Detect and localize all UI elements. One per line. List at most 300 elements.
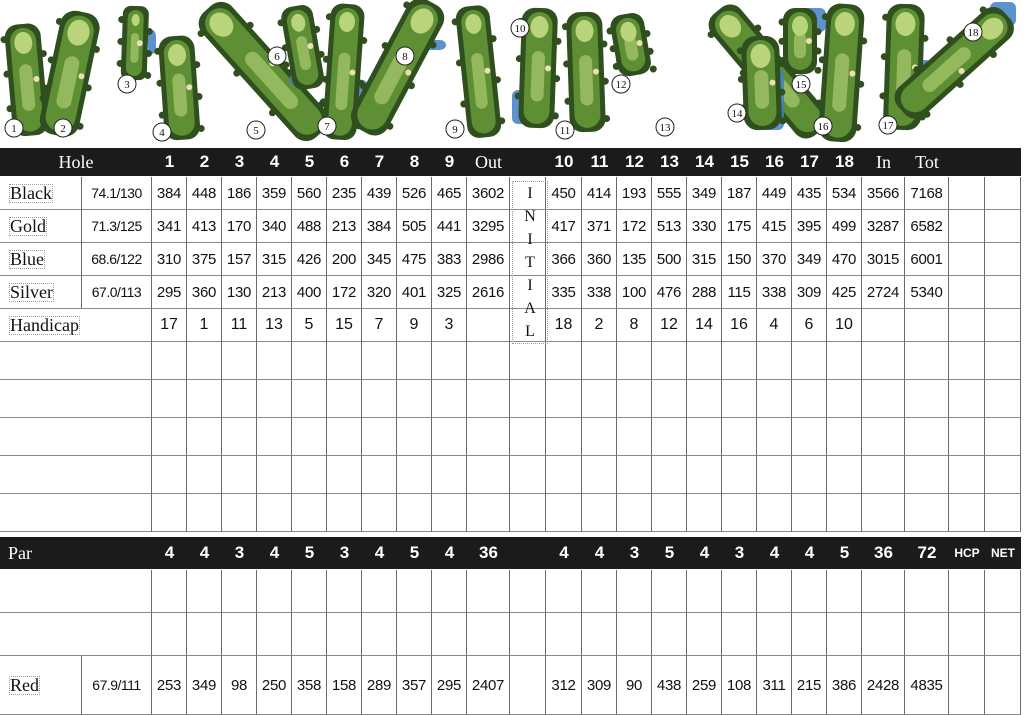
score-cell[interactable] — [397, 613, 432, 656]
score-cell[interactable] — [792, 342, 827, 380]
score-cell[interactable] — [467, 570, 510, 613]
score-cell[interactable] — [546, 418, 582, 456]
score-cell[interactable] — [222, 418, 257, 456]
score-cell[interactable] — [510, 380, 546, 418]
par-out: 36 — [467, 537, 510, 569]
score-cell[interactable] — [757, 570, 792, 613]
yardage-cell: 439 — [362, 177, 397, 210]
player-name-cell[interactable] — [0, 380, 152, 418]
score-cell[interactable] — [985, 613, 1021, 656]
yardage-cell: 200 — [327, 243, 362, 276]
hole-number-badge — [879, 116, 897, 134]
score-cell[interactable] — [222, 494, 257, 532]
player-name-cell[interactable] — [0, 342, 152, 380]
yardage-cell: 172 — [327, 276, 362, 309]
tee-name-text: Blue — [6, 247, 48, 272]
score-cell[interactable] — [432, 613, 467, 656]
yardage-cell: 108 — [722, 656, 757, 715]
score-cell[interactable] — [652, 418, 687, 456]
initial-letter: I — [527, 276, 533, 294]
par-cell: 3 — [327, 537, 362, 569]
score-cell[interactable] — [757, 418, 792, 456]
yardage-cell: 338 — [582, 276, 617, 309]
yardage-cell: 450 — [546, 177, 582, 210]
yardage-cell: 386 — [827, 656, 862, 715]
hole-number-label: 18 — [967, 27, 979, 39]
score-cell[interactable] — [862, 342, 905, 380]
score-cell[interactable] — [687, 342, 722, 380]
out-total: 2986 — [467, 243, 510, 276]
score-cell[interactable] — [862, 613, 905, 656]
score-cell[interactable] — [152, 380, 187, 418]
yardage-cell: 400 — [292, 276, 327, 309]
score-cell[interactable] — [432, 342, 467, 380]
par-tot: 72 — [905, 537, 949, 569]
hole-layout-9 — [446, 4, 507, 140]
score-cell[interactable] — [949, 380, 985, 418]
net-cell[interactable] — [985, 656, 1021, 715]
score-cell[interactable] — [617, 494, 652, 532]
score-cell[interactable] — [949, 570, 985, 613]
score-cell[interactable] — [792, 380, 827, 418]
score-cell[interactable] — [152, 494, 187, 532]
score-cell[interactable] — [722, 613, 757, 656]
score-cell[interactable] — [905, 613, 949, 656]
score-cell[interactable] — [187, 418, 222, 456]
hole-layout-11 — [556, 11, 611, 139]
score-cell[interactable] — [905, 570, 949, 613]
player-name-cell[interactable] — [0, 613, 152, 656]
tot-total: 4835 — [905, 656, 949, 715]
hole-number-label: 4 — [159, 127, 165, 139]
yardage-cell: 312 — [546, 656, 582, 715]
hole-number-header: 1 — [152, 148, 187, 176]
yardage-cell: 384 — [152, 177, 187, 210]
score-cell[interactable] — [397, 494, 432, 532]
score-cell[interactable] — [985, 570, 1021, 613]
par-cell: 4 — [792, 537, 827, 569]
yardage-cell: 187 — [722, 177, 757, 210]
hole-number-header: 10 — [546, 148, 582, 176]
score-cell[interactable] — [327, 570, 362, 613]
score-cell[interactable] — [432, 494, 467, 532]
yardage-cell: 359 — [257, 177, 292, 210]
score-cell[interactable] — [792, 456, 827, 494]
yardage-cell: 338 — [757, 276, 792, 309]
yardage-cell: 555 — [652, 177, 687, 210]
hole-number-label: 15 — [795, 79, 807, 91]
score-cell[interactable] — [652, 342, 687, 380]
score-cell[interactable] — [292, 380, 327, 418]
score-cell[interactable] — [905, 418, 949, 456]
score-cell[interactable] — [582, 494, 617, 532]
handicap-label — [0, 309, 152, 342]
score-cell[interactable] — [187, 342, 222, 380]
player-name-cell[interactable] — [0, 418, 152, 456]
score-cell[interactable] — [687, 570, 722, 613]
score-cell[interactable] — [152, 613, 187, 656]
score-cell[interactable] — [546, 456, 582, 494]
score-cell[interactable] — [722, 342, 757, 380]
handicap-cell: 13 — [257, 309, 292, 342]
score-cell[interactable] — [757, 613, 792, 656]
tee-rating-slope: 71.3/125 — [82, 210, 152, 243]
score-cell[interactable] — [827, 418, 862, 456]
score-cell[interactable] — [187, 570, 222, 613]
score-cell[interactable] — [905, 380, 949, 418]
yardage-cell: 213 — [327, 210, 362, 243]
score-cell[interactable] — [467, 380, 510, 418]
score-cell[interactable] — [827, 380, 862, 418]
yardage-cell: 370 — [757, 243, 792, 276]
hole-number-label: 2 — [60, 123, 66, 135]
score-cell[interactable] — [582, 570, 617, 613]
hole-number-header: 14 — [687, 148, 722, 176]
yardage-cell: 235 — [327, 177, 362, 210]
par-cell: 4 — [187, 537, 222, 569]
score-cell[interactable] — [510, 418, 546, 456]
score-cell[interactable] — [467, 613, 510, 656]
tot-total: 6001 — [905, 243, 949, 276]
score-cell[interactable] — [949, 456, 985, 494]
score-cell[interactable] — [257, 380, 292, 418]
initial-cell — [510, 656, 546, 715]
score-cell[interactable] — [985, 456, 1021, 494]
score-cell[interactable] — [985, 380, 1021, 418]
score-cell[interactable] — [397, 342, 432, 380]
score-cell[interactable] — [327, 456, 362, 494]
yardage-cell: 395 — [792, 210, 827, 243]
player-name-cell[interactable] — [0, 494, 152, 532]
initial-letter: T — [525, 253, 535, 271]
yardage-cell: 98 — [222, 656, 257, 715]
score-cell[interactable] — [257, 456, 292, 494]
score-cell[interactable] — [257, 613, 292, 656]
out-total: 2407 — [467, 656, 510, 715]
score-cell[interactable] — [617, 613, 652, 656]
score-cell[interactable] — [222, 570, 257, 613]
score-cell[interactable] — [546, 342, 582, 380]
score-cell[interactable] — [187, 456, 222, 494]
hole-layout-10 — [511, 7, 563, 128]
score-cell[interactable] — [467, 494, 510, 532]
yardage-cell: 90 — [617, 656, 652, 715]
score-cell[interactable] — [397, 380, 432, 418]
score-cell[interactable] — [687, 380, 722, 418]
tee-name — [0, 276, 82, 309]
score-cell[interactable] — [862, 494, 905, 532]
out-header: Out — [467, 148, 510, 176]
score-cell[interactable] — [362, 494, 397, 532]
score-cell[interactable] — [257, 570, 292, 613]
score-cell[interactable] — [757, 342, 792, 380]
handicap-cell: 2 — [582, 309, 617, 342]
score-cell[interactable] — [467, 418, 510, 456]
score-cell[interactable] — [327, 613, 362, 656]
score-cell[interactable] — [152, 342, 187, 380]
par-cell: 4 — [432, 537, 467, 569]
score-cell[interactable] — [582, 342, 617, 380]
score-cell[interactable] — [432, 456, 467, 494]
score-cell[interactable] — [722, 570, 757, 613]
net-cell[interactable] — [985, 243, 1021, 276]
yardage-cell: 476 — [652, 276, 687, 309]
tee-rating-slope: 74.1/130 — [82, 177, 152, 210]
score-cell[interactable] — [397, 570, 432, 613]
yardage-cell: 135 — [617, 243, 652, 276]
hole-number-badge — [446, 120, 464, 138]
yardage-cell: 441 — [432, 210, 467, 243]
hole-layout-4 — [153, 34, 205, 141]
yardage-cell: 349 — [187, 656, 222, 715]
score-cell[interactable] — [432, 418, 467, 456]
yardage-cell: 340 — [257, 210, 292, 243]
handicap-cell: 6 — [792, 309, 827, 342]
score-cell[interactable] — [510, 494, 546, 532]
hole-number-header: 15 — [722, 148, 757, 176]
hole-number-label: 5 — [253, 125, 259, 137]
score-cell[interactable] — [546, 380, 582, 418]
score-cell[interactable] — [292, 342, 327, 380]
score-cell[interactable] — [257, 342, 292, 380]
score-cell[interactable] — [467, 342, 510, 380]
yardage-cell: 375 — [187, 243, 222, 276]
hcp-cell[interactable] — [949, 210, 985, 243]
score-cell[interactable] — [687, 613, 722, 656]
score-cell[interactable] — [397, 418, 432, 456]
hole-number-label: 16 — [817, 121, 829, 133]
net-cell[interactable] — [985, 210, 1021, 243]
handicap-cell: 12 — [652, 309, 687, 342]
score-cell[interactable] — [862, 570, 905, 613]
hole-number-header: 4 — [257, 148, 292, 176]
tee-rating-slope: 67.0/113 — [82, 276, 152, 309]
score-cell[interactable] — [362, 380, 397, 418]
score-cell[interactable] — [467, 456, 510, 494]
score-cell[interactable] — [687, 494, 722, 532]
score-cell[interactable] — [582, 380, 617, 418]
score-cell[interactable] — [862, 418, 905, 456]
score-cell[interactable] — [257, 494, 292, 532]
par-label — [0, 537, 152, 569]
score-cell[interactable] — [722, 418, 757, 456]
score-cell[interactable] — [582, 418, 617, 456]
hole-number-label: 9 — [452, 124, 458, 136]
score-cell[interactable] — [397, 456, 432, 494]
score-cell[interactable] — [652, 380, 687, 418]
score-cell[interactable] — [152, 570, 187, 613]
score-cell[interactable] — [582, 613, 617, 656]
score-cell[interactable] — [546, 494, 582, 532]
score-cell[interactable] — [582, 456, 617, 494]
score-cell[interactable] — [292, 613, 327, 656]
par-cell: 5 — [827, 537, 862, 569]
score-cell[interactable] — [792, 494, 827, 532]
score-cell[interactable] — [652, 494, 687, 532]
score-cell[interactable] — [792, 570, 827, 613]
yardage-cell: 360 — [582, 243, 617, 276]
score-cell[interactable] — [152, 418, 187, 456]
score-cell[interactable] — [222, 342, 257, 380]
score-cell[interactable] — [327, 494, 362, 532]
score-cell[interactable] — [617, 418, 652, 456]
score-cell[interactable] — [617, 570, 652, 613]
yardage-cell: 448 — [187, 177, 222, 210]
yardage-cell: 100 — [617, 276, 652, 309]
tee-name-text: Gold — [6, 214, 50, 239]
score-cell[interactable] — [827, 456, 862, 494]
score-cell[interactable] — [327, 380, 362, 418]
score-cell[interactable] — [362, 570, 397, 613]
score-cell[interactable] — [792, 418, 827, 456]
score-cell[interactable] — [362, 613, 397, 656]
par-cell: 4 — [546, 537, 582, 569]
hole-number-header: 5 — [292, 148, 327, 176]
tee-name — [0, 210, 82, 243]
yardage-cell: 295 — [432, 656, 467, 715]
score-cell[interactable] — [722, 380, 757, 418]
handicap-cell: 16 — [722, 309, 757, 342]
score-cell[interactable] — [652, 613, 687, 656]
initial-letter: I — [527, 184, 533, 202]
score-cell[interactable] — [152, 456, 187, 494]
score-cell[interactable] — [905, 456, 949, 494]
score-cell[interactable] — [432, 380, 467, 418]
score-cell[interactable] — [757, 380, 792, 418]
score-cell[interactable] — [510, 456, 546, 494]
yardage-cell: 320 — [362, 276, 397, 309]
yardage-cell: 349 — [687, 177, 722, 210]
score-cell[interactable] — [327, 418, 362, 456]
hcp-cell[interactable] — [949, 177, 985, 210]
score-cell[interactable] — [510, 570, 546, 613]
hole-number-badge — [612, 75, 630, 93]
score-cell[interactable] — [652, 570, 687, 613]
yardage-cell: 488 — [292, 210, 327, 243]
hcp-cell[interactable] — [949, 243, 985, 276]
yardage-cell: 425 — [827, 276, 862, 309]
score-cell[interactable] — [292, 494, 327, 532]
score-cell[interactable] — [187, 380, 222, 418]
score-cell[interactable] — [949, 494, 985, 532]
hole-number-label: 13 — [659, 122, 671, 134]
score-cell[interactable] — [949, 418, 985, 456]
score-cell[interactable] — [757, 456, 792, 494]
hole-number-badge — [247, 121, 265, 139]
score-cell[interactable] — [905, 342, 949, 380]
score-cell[interactable] — [757, 494, 792, 532]
score-cell[interactable] — [292, 456, 327, 494]
yardage-cell: 357 — [397, 656, 432, 715]
score-cell[interactable] — [827, 494, 862, 532]
score-cell[interactable] — [362, 456, 397, 494]
handicap-cell: 17 — [152, 309, 187, 342]
score-cell[interactable] — [985, 494, 1021, 532]
score-cell[interactable] — [985, 418, 1021, 456]
score-cell[interactable] — [949, 613, 985, 656]
score-cell[interactable] — [187, 494, 222, 532]
par-cell: 4 — [687, 537, 722, 569]
handicap-label-text: Handicap — [6, 313, 83, 338]
net-cell[interactable] — [985, 276, 1021, 309]
score-cell[interactable] — [862, 380, 905, 418]
par-cell: 3 — [617, 537, 652, 569]
score-cell[interactable] — [827, 342, 862, 380]
score-cell[interactable] — [985, 342, 1021, 380]
yardage-cell: 366 — [546, 243, 582, 276]
yardage-cell: 213 — [257, 276, 292, 309]
net-cell[interactable] — [985, 177, 1021, 210]
score-cell[interactable] — [687, 456, 722, 494]
score-cell[interactable] — [187, 613, 222, 656]
score-cell[interactable] — [292, 570, 327, 613]
score-cell[interactable] — [617, 456, 652, 494]
score-cell[interactable] — [510, 342, 546, 380]
hole-number-badge — [814, 117, 832, 135]
score-cell[interactable] — [792, 613, 827, 656]
hole-number-header: 3 — [222, 148, 257, 176]
par-cell: 4 — [152, 537, 187, 569]
hcp-cell[interactable] — [949, 276, 985, 309]
yardage-cell: 358 — [292, 656, 327, 715]
player-name-cell[interactable] — [0, 570, 152, 613]
score-cell[interactable] — [222, 380, 257, 418]
tee-name — [0, 656, 82, 715]
score-cell[interactable] — [949, 342, 985, 380]
score-cell[interactable] — [292, 418, 327, 456]
hole-number-badge — [396, 47, 414, 65]
score-cell[interactable] — [827, 613, 862, 656]
tee-rating-slope: 67.9/111 — [82, 656, 152, 715]
score-cell[interactable] — [722, 456, 757, 494]
score-cell[interactable] — [722, 494, 757, 532]
score-cell[interactable] — [362, 342, 397, 380]
yardage-cell: 349 — [792, 243, 827, 276]
handicap-cell: 11 — [222, 309, 257, 342]
score-cell[interactable] — [362, 418, 397, 456]
yardage-cell: 413 — [187, 210, 222, 243]
score-cell[interactable] — [222, 613, 257, 656]
score-cell[interactable] — [327, 342, 362, 380]
score-cell[interactable] — [862, 456, 905, 494]
score-cell[interactable] — [546, 613, 582, 656]
score-cell[interactable] — [827, 570, 862, 613]
blank-cell — [949, 309, 985, 342]
score-cell[interactable] — [617, 380, 652, 418]
hole-number-label: 7 — [324, 121, 330, 133]
initial-header — [510, 148, 546, 176]
par-cell: 4 — [257, 537, 292, 569]
score-cell[interactable] — [546, 570, 582, 613]
yardage-cell: 345 — [362, 243, 397, 276]
tot-total: 6582 — [905, 210, 949, 243]
score-cell[interactable] — [652, 456, 687, 494]
hcp-cell[interactable] — [949, 656, 985, 715]
out-total: 2616 — [467, 276, 510, 309]
score-cell[interactable] — [222, 456, 257, 494]
player-name-cell[interactable] — [0, 456, 152, 494]
yardage-cell: 259 — [687, 656, 722, 715]
score-cell[interactable] — [687, 418, 722, 456]
hole-number-badge — [153, 123, 171, 141]
score-cell[interactable] — [905, 494, 949, 532]
score-cell[interactable] — [510, 613, 546, 656]
yardage-cell: 315 — [687, 243, 722, 276]
score-cell[interactable] — [432, 570, 467, 613]
score-cell[interactable] — [617, 342, 652, 380]
score-cell[interactable] — [257, 418, 292, 456]
hole-number-header: 9 — [432, 148, 467, 176]
